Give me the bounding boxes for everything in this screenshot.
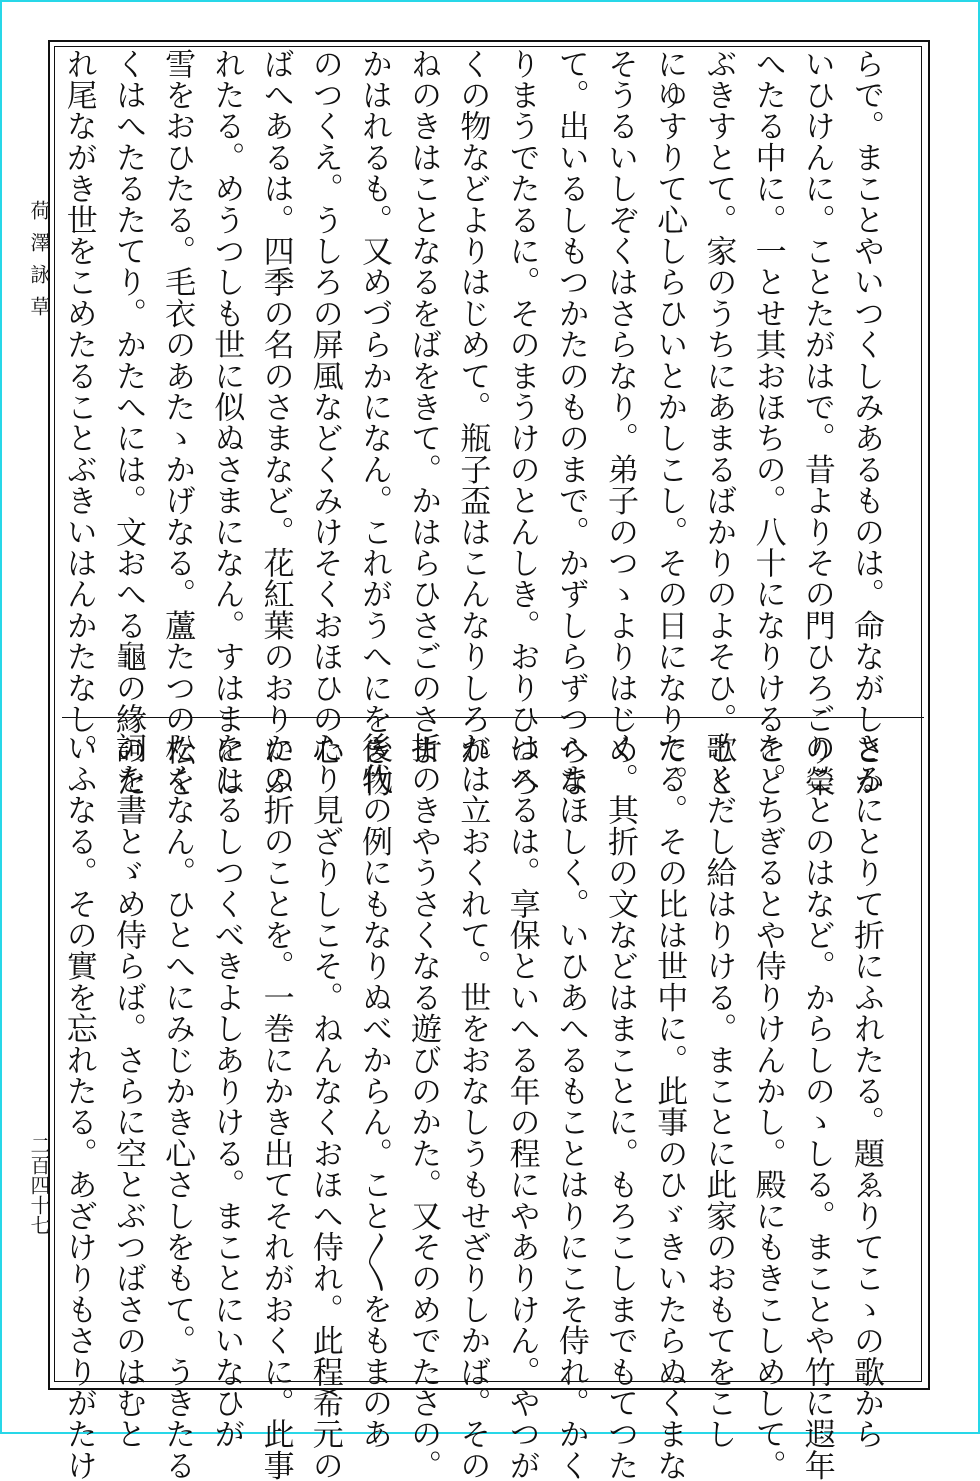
text-column: たくなん。ひとへにみじかき心さしをもて。うきたる [159, 732, 196, 1481]
text-column: そうるいしぞくはさらなり。弟子のつゝよりはじめ [601, 48, 638, 766]
text-column: はへるは。享保といへる年の程にやありけん。やつが [503, 732, 540, 1481]
text-column: いひけんに。ことたがはで。昔よりその門ひろごり榮 [798, 48, 835, 797]
text-column: れたる。めうつしも世に似ぬさまになん。すはまには [208, 48, 245, 797]
text-column: 詞を書とゞめ侍らば。さらに空とぶつばさのはむと [109, 732, 146, 1450]
text-column: 後代の例にもなりぬべからん。こと〳〵をもまのあ [355, 732, 392, 1450]
lower-text-block [60, 732, 890, 1481]
text-column: かの折のことを。一巻にかき出てそれがおくに。此事 [257, 732, 294, 1481]
text-column: を。ちぎるとや侍りけんかし。殿にもきこしめして。 [749, 732, 786, 1481]
text-column: くの物などよりはじめて。瓶子盃はこんなりしろが [454, 48, 491, 766]
text-column: 歌くだし給はりける。まことに此家のおもてをこし [700, 732, 737, 1450]
text-column: て。出いるしもつかたのものまで。かずしらずつらな [552, 48, 589, 797]
page-number: 二百四十七 [27, 1135, 51, 1235]
text-column: ばへあるは。四季の名のさまなど。花紅葉のおりにふ [257, 48, 294, 797]
text-column: く。其折の文などはまことに。もろこしまでもてつた [601, 732, 638, 1481]
running-head: 荷澤詠草 [27, 200, 51, 328]
text-column: さるにとりて折にふれたる。題ゑりてこゝの歌から [848, 732, 884, 1450]
text-column: たる。その比は世中に。此事のひゞきいたらぬくまな [651, 732, 688, 1481]
text-column: かはれるも。又めづらかになん。これがうへにをき物 [355, 48, 392, 797]
text-column: れは立おくれて。世をおなしうもせざりしかば。その [454, 732, 491, 1481]
text-column: りまうでたるに。そのまうけのとんしき。おりひつろ [503, 48, 540, 797]
text-column: をしるしつくべきよしありける。まことにいなひが [208, 732, 245, 1450]
text-column: らで。まことやいつくしみあるものは。命ながしとか [848, 48, 884, 797]
text-column: ぶきすとて。家のうちにあまるばかりのよそひ。こと [700, 48, 737, 797]
text-column: ねのきはことなるをばをきて。かはらひさごのさま [405, 48, 442, 766]
upper-text-block [60, 48, 890, 797]
text-column: へたる中に。一とせ其おほちの。八十になりけること [749, 48, 786, 797]
text-column: 折のきやうさくなる遊びのかた。又そのめでたさの。 [405, 732, 442, 1481]
text-column: のことのはなど。からしのゝしる。まことや竹に遐年 [798, 732, 835, 1481]
text-column: 雪をおひたる。毛衣のあたゝかげなる。蘆たつの松を [159, 48, 196, 797]
text-column: くはへたるたてり。かたへには。文おへる龜の緣のた [109, 48, 146, 797]
text-column: へまほしく。いひあへるもことはりにこそ侍れ。かく [552, 732, 589, 1481]
text-column: たり見ざりしこそ。ねんなくおほへ侍れ。此程希元の [306, 732, 343, 1481]
text-column: れ尾ながき世をこめたることぶきいはんかたなし。 [60, 48, 97, 766]
text-column: にゆすりて心しらひいとかしこし。その日になりて。 [651, 48, 688, 797]
text-column: のつくえ。うしろの屏風などくみけそくおほひの心 [306, 48, 343, 766]
text-column: いふなる。その實を忘れたる。あざけりもさりがたけ [60, 732, 97, 1481]
